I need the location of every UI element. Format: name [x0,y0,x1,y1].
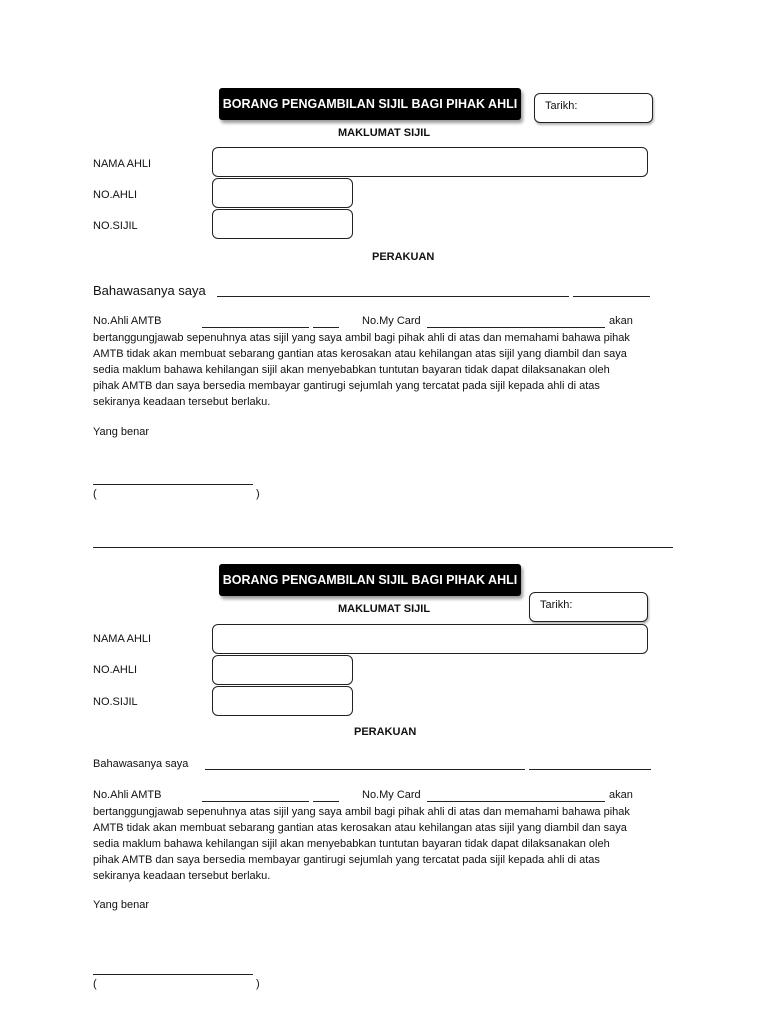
mycard-line[interactable] [427,327,605,328]
form-title: BORANG PENGAMBILAN SIJIL BAGI PIHAK AHLI [219,88,521,120]
body-line: sekiranya keadaan tersebut berlaku. [93,870,271,882]
member-amtb-line-2[interactable] [313,327,339,328]
member-amtb-label: No.Ahli AMTB [93,789,162,801]
member-amtb-label: No.Ahli AMTB [93,315,162,327]
member-amtb-line-2[interactable] [313,801,339,802]
cert-no-input[interactable] [212,686,353,716]
mycard-label: No.My Card [362,789,421,801]
date-label: Tarikh: [540,599,573,611]
body-line: AMTB tidak akan membuat sebarang gantian atas kerosakan atau kehilangan atas sijil yang diambil dan saya [93,348,627,360]
signature-line[interactable] [93,974,253,975]
member-no-label: NO.AHLI [93,664,138,676]
paren-close: ) [256,488,260,500]
body-line: pihak AMTB dan saya bersedia membayar gantirugi sejumlah yang tercatat pada sijil kepada ahli di atas [93,380,600,392]
paren-open: ( [93,978,97,990]
member-no-input[interactable] [212,655,353,685]
section-heading-info: MAKLUMAT SIJIL [338,603,431,615]
declarant-name-line[interactable] [205,769,525,770]
member-no-input[interactable] [212,178,353,208]
declarant-label: Bahawasanya saya [93,758,189,770]
cut-line-divider [93,547,673,548]
body-line: sedia maklum bahawa kehilangan sijil akan menyebabkan tuntutan bayaran tidak dapat dilaksanakan oleh [93,364,610,376]
date-label: Tarikh: [545,100,578,112]
closing-text: Yang benar [93,426,150,438]
closing-text: Yang benar [93,899,150,911]
member-no-label: NO.AHLI [93,189,138,201]
declarant-extra-line[interactable] [573,296,650,297]
body-line: bertanggungjawab sepenuhnya atas sijil yang saya ambil bagi pihak ahli di atas dan memahami bahawa pihak [93,332,630,344]
declarant-extra-line[interactable] [529,769,651,770]
body-line: AMTB tidak akan membuat sebarang gantian atas kerosakan atau kehilangan atas sijil yang diambil dan saya [93,822,627,834]
section-heading-declaration: PERAKUAN [354,726,417,738]
signature-line[interactable] [93,484,253,485]
name-label: NAMA AHLI [93,633,152,645]
cert-no-input[interactable] [212,209,353,239]
section-heading-declaration: PERAKUAN [372,251,435,263]
name-label: NAMA AHLI [93,158,152,170]
declaration-body [93,804,630,884]
paren-close: ) [256,978,260,990]
body-line: sedia maklum bahawa kehilangan sijil akan menyebabkan tuntutan bayaran tidak dapat dilaksanakan oleh [93,838,610,850]
mycard-label: No.My Card [362,315,421,327]
declarant-label: Bahawasanya saya [93,283,206,298]
date-field[interactable] [534,93,653,123]
body-line: pihak AMTB dan saya bersedia membayar gantirugi sejumlah yang tercatat pada sijil kepada ahli di atas [93,854,600,866]
cert-no-label: NO.SIJIL [93,220,138,232]
date-field[interactable] [529,592,648,622]
body-line: bertanggungjawab sepenuhnya atas sijil yang saya ambil bagi pihak ahli di atas dan memahami bahawa pihak [93,806,630,818]
name-input[interactable] [212,147,648,177]
name-input[interactable] [212,624,648,654]
form-title: BORANG PENGAMBILAN SIJIL BAGI PIHAK AHLI [219,564,521,596]
akan-text: akan [609,315,633,327]
declaration-body [93,330,630,410]
member-amtb-line[interactable] [202,327,309,328]
akan-text: akan [609,789,633,801]
body-line: sekiranya keadaan tersebut berlaku. [93,396,271,408]
mycard-line[interactable] [427,801,605,802]
paren-open: ( [93,488,97,500]
section-heading-info: MAKLUMAT SIJIL [338,127,431,139]
cert-no-label: NO.SIJIL [93,696,138,708]
declarant-name-line[interactable] [217,296,569,297]
member-amtb-line[interactable] [202,801,309,802]
